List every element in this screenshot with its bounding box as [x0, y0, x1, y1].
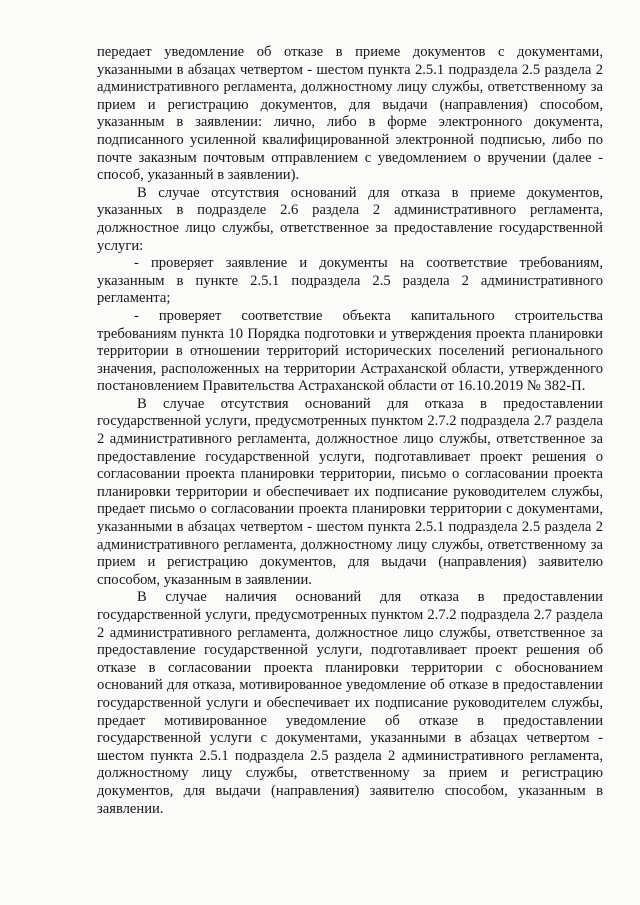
paragraph-no-refusal-grounds-acceptance: В случае отсутствия оснований для отказа в приеме документов, указанных в подразделе 2.6 раздела 2 административного регламента, должностное лицо службы, ответственное за предоставление государственной услуги:	[97, 184, 603, 254]
paragraph-no-refusal-grounds-service: В случае отсутствия оснований для отказа в предоставлении государственной услуги, предусмотренных пунктом 2.7.2 подраздела 2.7 раздела 2 административного регламента, должностное лицо службы, ответственное за предоставление государственной услуги, подготавливает проект решения о согласовании проекта планировки территории, письмо о согласовании проекта планировки территории и обеспечивает их подписание руководителем службы, предает письмо о согласовании проекта планировки территории с документами, указанными в абзацах четвертом - шестом пункта 2.5.1 подраздела 2.5 раздела 2 административного регламента, должностному лицу службы, ответственному за прием и регистрацию документов, для выдачи (направления) заявителю способом, указанным в заявлении.	[97, 395, 603, 588]
paragraph-refusal-grounds-present: В случае наличия оснований для отказа в предоставлении государственной услуги, предусмотренных пунктом 2.7.2 подраздела 2.7 раздела 2 административного регламента, должностное лицо службы, ответственное за предоставление государственной услуги, подготавливает проект решения об отказе в согласовании проекта планировки территории с обоснованием оснований для отказа, мотивированное уведомление об отказе в предоставлении государственной услуги и обеспечивает их подписание руководителем службы, предает мотивированное уведомление об отказе в предоставлении государственной услуги с документами, указанными в абзацах четвертом - шестом пункта 2.5.1 подраздела 2.5 раздела 2 административного регламента, должностному лицу службы, ответственному за прием и регистрацию документов, для выдачи (направления) заявителю способом, указанным в заявлении.	[97, 589, 603, 817]
document-body	[97, 44, 603, 818]
list-item-check-application: - проверяет заявление и документы на соответствие требованиям, указанным в пункте 2.5.1 подраздела 2.5 раздела 2 административного регламента;	[97, 255, 603, 307]
list-item-check-object-compliance: - проверяет соответствие объекта капитального строительства требованиям пункта 10 Порядка подготовки и утверждения проекта планировки территории в отношении территорий исторических поселений регионального значения, расположенных на территории Астраханской области, утвержденного постановлением Правительства Астраханской области от 16.10.2019 № 382-П.	[97, 307, 603, 395]
paragraph-continuation: передает уведомление об отказе в приеме документов с документами, указанными в абзацах четвертом - шестом пункта 2.5.1 подраздела 2.5 раздела 2 административного регламента, должностному лицу службы, ответственному за прием и регистрацию документов, для выдачи (направления) способом, указанным в заявлении: лично, либо в форме электронного документа, подписанного усиленной квалифицированной электронной подписью, либо по почте заказным почтовым отправлением с уведомлением о вручении (далее - способ, указанный в заявлении).	[97, 44, 603, 184]
